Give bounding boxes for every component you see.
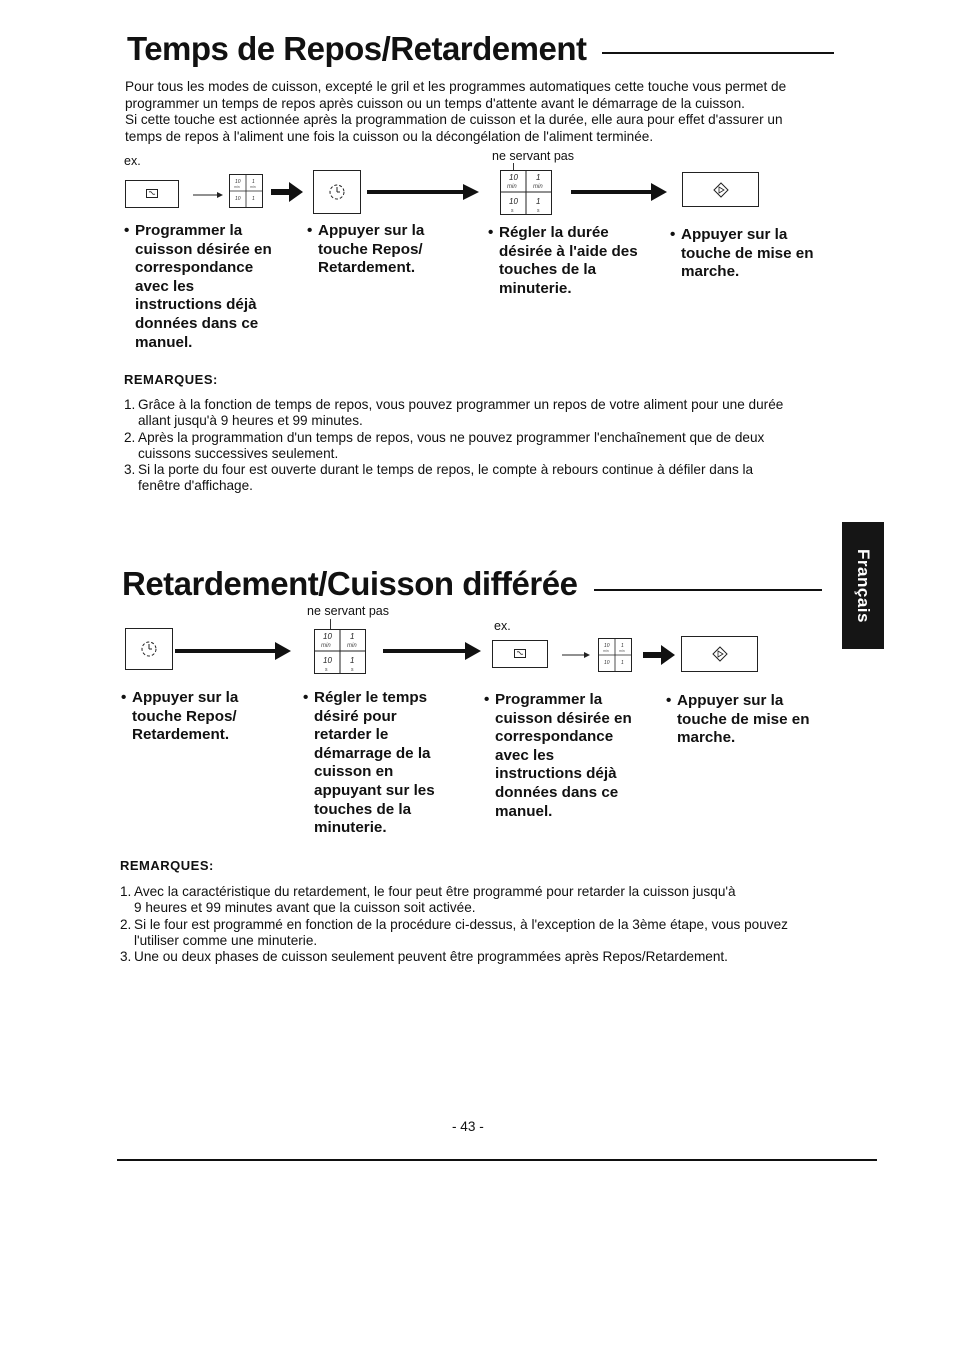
bold-arrow: [271, 182, 303, 202]
step-line: cuisson désirée en: [495, 709, 632, 727]
bullet: •: [303, 689, 309, 706]
remark-item: [120, 949, 840, 965]
svg-text:1: 1: [252, 196, 255, 202]
remark-line: Grâce à la fonction de temps de repos, vous pouvez programmer un repos de votre aliment pour une durée: [138, 397, 784, 412]
bullet: •: [484, 691, 490, 708]
long-bold-arrow: [175, 641, 291, 661]
svg-text:1: 1: [621, 643, 624, 649]
step-line: cuisson désirée en: [135, 240, 272, 258]
step-1-2: [307, 222, 488, 278]
svg-text:s: s: [537, 208, 540, 214]
step-line: touche Repos/: [132, 707, 237, 725]
clock-icon: [327, 182, 347, 202]
start-icon: [712, 646, 728, 662]
long-bold-arrow: [571, 182, 667, 202]
remark-item: [120, 884, 840, 917]
step-line: correspondance: [495, 728, 614, 746]
step-line: touches de la: [499, 261, 597, 279]
short-arrow: [193, 191, 223, 199]
remark-item: [120, 917, 840, 950]
intro-line: programmer un temps de repos après cuisson ou un temps d'attente avant le démarrage de la cuisson.: [125, 95, 745, 111]
remark-number: 2.: [124, 429, 136, 445]
remark-item: [124, 397, 844, 430]
footer-rule: [117, 1159, 877, 1161]
timer-keypad-small: [598, 638, 632, 672]
step-line: désiré pour: [314, 707, 397, 725]
keypad-label: min: [507, 184, 517, 190]
keypad-label: min: [321, 643, 331, 649]
section1-title: Temps de Repos/Retardement: [127, 30, 587, 67]
cooking-mode-button: [492, 640, 548, 668]
step-line: marche.: [681, 263, 740, 281]
start-button: [682, 172, 759, 207]
step-1-4: [670, 226, 841, 282]
step-line: données dans ce: [135, 314, 259, 332]
remark-line: cuissons successives seulement.: [138, 445, 339, 461]
remark-line: Si la porte du four est ouverte durant le temps de repos, le compte à rebours continue à défiler dans la: [138, 462, 754, 478]
svg-text:s: s: [325, 667, 328, 673]
svg-text:10: 10: [235, 179, 241, 185]
remark-line: l'utiliser comme une minuterie.: [134, 932, 318, 948]
step-line: désirée à l'aide des: [499, 242, 638, 260]
remark-line: Avec la caractéristique du retardement, le four peut être programmé pour retarder la cuisson jusqu'à: [134, 884, 736, 899]
standby-button: [313, 170, 361, 214]
intro-line: Pour tous les modes de cuisson, excepté le gril et les programmes automatiques cette touche vous permet de: [125, 79, 787, 94]
step-line: minuterie.: [499, 279, 572, 297]
svg-text:10: 10: [604, 643, 610, 649]
section1-title-rule: [602, 52, 834, 54]
step-line: Appuyer sur la: [132, 689, 239, 706]
timer-keypad-small: [229, 174, 263, 208]
svg-text:s: s: [511, 208, 514, 214]
step-line: retarder le: [314, 726, 389, 744]
remark-line: Après la programmation d'un temps de repos, vous ne pouvez programmer l'enchaînement que de deux: [138, 429, 765, 445]
step-line: Programmer la: [495, 691, 603, 708]
step-line: avec les: [135, 277, 195, 295]
step-2-4: [666, 692, 837, 748]
step-line: Régler le temps: [314, 689, 428, 706]
step-2-1: [121, 689, 302, 745]
step-line: correspondance: [135, 259, 254, 277]
keypad-label: 10: [323, 656, 332, 665]
svg-text:10: 10: [604, 660, 610, 666]
bullet: •: [124, 222, 130, 239]
svg-text:min: min: [250, 185, 256, 189]
microwave-icon: [146, 189, 158, 198]
bullet: •: [670, 226, 676, 243]
step-line: Programmer la: [135, 222, 243, 239]
remark-line: allant jusqu'à 9 heures et 99 minutes.: [138, 413, 363, 429]
keypad-label: 1: [350, 632, 355, 641]
bullet: •: [121, 689, 127, 706]
unused-keys-label: ne servant pas: [307, 604, 389, 618]
remark-line: Une ou deux phases de cuisson seulement peuvent être programmées après Repos/Retardement.: [134, 949, 728, 965]
step-2-3: [484, 691, 670, 821]
svg-text:min: min: [619, 649, 625, 653]
remark-number: 1.: [120, 884, 132, 899]
step-line: manuel.: [135, 333, 193, 351]
section2-remarks: [120, 884, 840, 965]
keypad-label: 10: [323, 632, 332, 641]
step-line: avec les: [495, 746, 555, 764]
page-number: - 43 -: [452, 1119, 484, 1134]
intro-line: Si cette touche est actionnée après la programmation de cuisson et la durée, elle aura pour effet d'assurer un: [125, 112, 783, 128]
keypad-label: min: [533, 184, 543, 190]
step-1-3: [488, 224, 674, 298]
step-line: cuisson en: [314, 763, 394, 781]
step-line: appuyant sur les: [314, 781, 435, 799]
short-arrow: [562, 651, 590, 659]
step-line: touches de la: [314, 800, 412, 818]
remark-number: 3.: [120, 949, 132, 965]
bullet: •: [307, 222, 313, 239]
keypad-grid-icon: [229, 174, 263, 208]
remark-number: 3.: [124, 462, 136, 478]
standby-button: [125, 628, 173, 670]
section1-intro: [125, 79, 845, 145]
timer-keypad: [314, 629, 366, 674]
keypad-label: 1: [350, 656, 355, 665]
section2-title-rule: [594, 589, 822, 591]
remark-line: fenêtre d'affichage.: [138, 478, 253, 494]
remark-number: 1.: [124, 397, 136, 412]
step-line: touche de mise en: [677, 710, 810, 728]
step-line: touche de mise en: [681, 244, 814, 262]
clock-icon: [139, 639, 159, 659]
step-2-2: [303, 689, 484, 838]
step-1-1: [124, 222, 313, 352]
step-line: Appuyer sur la: [677, 692, 784, 709]
step-line: Appuyer sur la: [681, 226, 788, 243]
microwave-icon: [514, 649, 526, 658]
keypad-label: min: [347, 643, 357, 649]
keypad-label: 1: [536, 173, 541, 182]
svg-text:min: min: [234, 185, 240, 189]
step-line: Régler la durée: [499, 224, 609, 241]
svg-text:min: min: [603, 649, 609, 653]
svg-text:1: 1: [621, 660, 624, 666]
remark-number: 2.: [120, 916, 132, 932]
step-line: minuterie.: [314, 819, 387, 837]
section2-title: Retardement/Cuisson différée: [122, 565, 578, 602]
step-line: données dans ce: [495, 783, 619, 801]
remark-line: 9 heures et 99 minutes avant que la cuisson soit activée.: [134, 900, 476, 916]
start-button: [681, 636, 758, 672]
svg-text:1: 1: [252, 179, 255, 185]
bold-arrow: [643, 645, 675, 665]
section1-remarks-title: REMARQUES:: [124, 372, 218, 387]
timer-keypad: [500, 170, 552, 215]
remark-item: [124, 430, 844, 463]
start-icon: [713, 182, 729, 198]
long-bold-arrow: [367, 182, 479, 202]
long-bold-arrow: [383, 641, 481, 661]
keypad-label: 10: [509, 173, 518, 182]
keypad-grid-icon: [314, 629, 366, 674]
step-line: instructions déjà: [135, 296, 257, 314]
step-line: Retardement.: [132, 726, 230, 744]
cooking-mode-button: [125, 180, 179, 208]
step-line: Appuyer sur la: [318, 222, 425, 239]
svg-text:10: 10: [235, 196, 241, 202]
step-line: touche Repos/: [318, 240, 423, 258]
section1-remarks: [124, 397, 844, 495]
svg-text:s: s: [351, 667, 354, 673]
remark-line: Si le four est programmé en fonction de la procédure ci-dessus, à l'exception de la 3ème étape, vous pouvez: [134, 916, 788, 932]
keypad-grid-icon: [500, 170, 552, 215]
step-line: marche.: [677, 729, 736, 747]
keypad-label: 10: [509, 197, 518, 206]
step-line: démarrage de la: [314, 744, 431, 762]
unused-keys-label: ne servant pas: [492, 149, 574, 163]
section2-remarks-title: REMARQUES:: [120, 858, 214, 873]
bullet: •: [488, 224, 494, 241]
step-line: manuel.: [495, 802, 553, 820]
step-line: instructions déjà: [495, 765, 617, 783]
language-tab-label: Français: [854, 548, 873, 623]
ex-label: ex.: [124, 154, 141, 168]
ex-label: ex.: [494, 619, 511, 633]
keypad-grid-icon: [598, 638, 632, 672]
bullet: •: [666, 692, 672, 709]
keypad-label: 1: [536, 197, 541, 206]
intro-line: temps de repos à l'aliment une fois la cuisson ou la décongélation de l'aliment terminée.: [125, 128, 654, 144]
remark-item: [124, 462, 844, 495]
language-tab: [842, 522, 884, 649]
step-line: Retardement.: [318, 259, 416, 277]
